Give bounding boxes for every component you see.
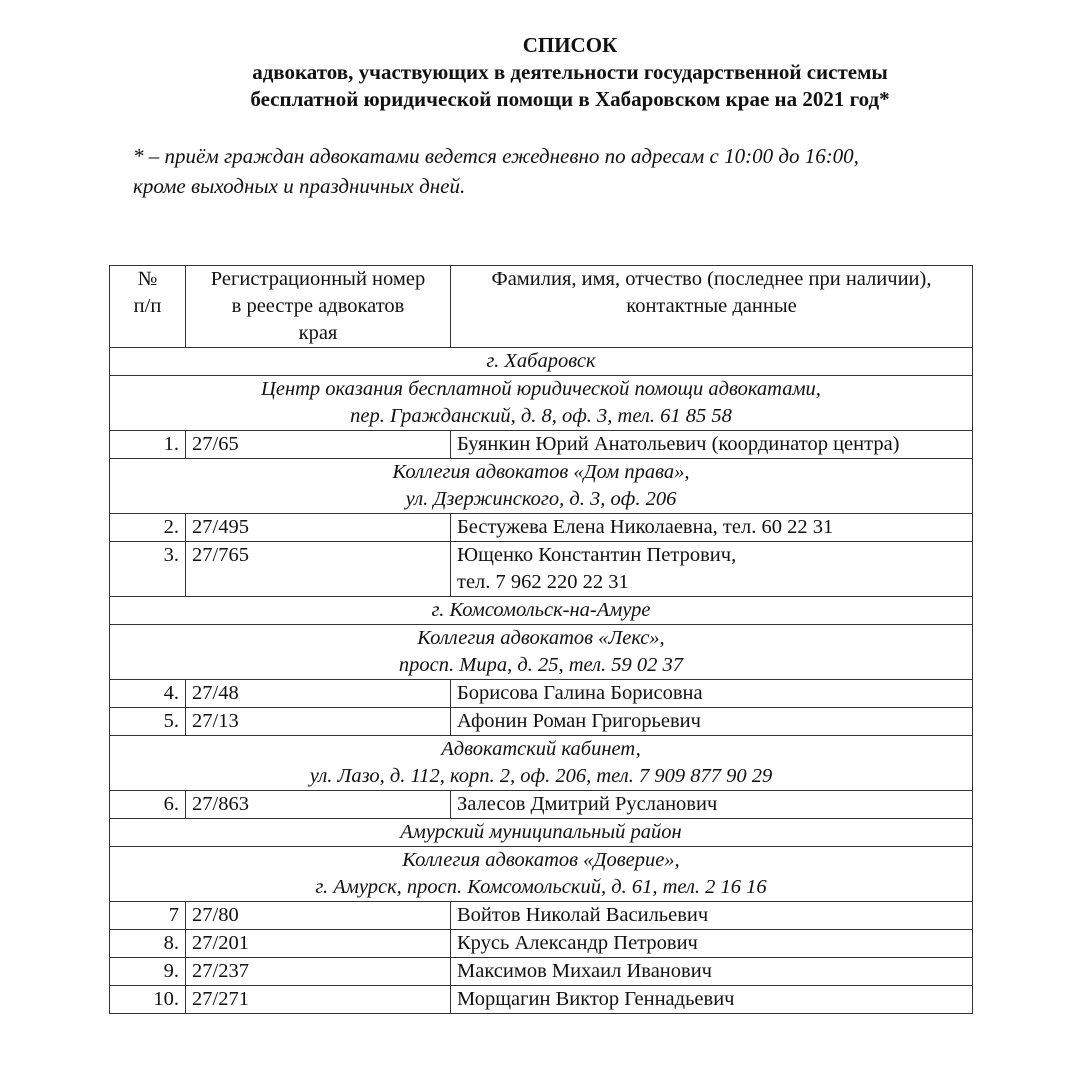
city-name: Амурский муниципальный район bbox=[110, 819, 973, 847]
table-row bbox=[110, 930, 973, 958]
registration-number: 27/495 bbox=[186, 514, 451, 542]
row-number: 7 bbox=[110, 902, 186, 930]
table-row bbox=[110, 791, 973, 819]
table-row bbox=[110, 986, 973, 1014]
row-number: 3. bbox=[110, 542, 186, 597]
row-number: 1. bbox=[110, 431, 186, 459]
registration-number: 27/765 bbox=[186, 542, 451, 597]
row-number: 9. bbox=[110, 958, 186, 986]
row-number: 10. bbox=[110, 986, 186, 1014]
lawyer-name bbox=[451, 791, 973, 819]
lawyer-name-line1: Залесов Дмитрий Русланович bbox=[457, 793, 718, 815]
city-name: г. Хабаровск bbox=[110, 348, 973, 376]
lawyer-name-line1: Максимов Михаил Иванович bbox=[457, 960, 712, 982]
organization-info bbox=[110, 459, 973, 514]
table-row bbox=[110, 680, 973, 708]
lawyer-name-line1: Войтов Николай Васильевич bbox=[457, 904, 709, 926]
lawyer-name bbox=[451, 902, 973, 930]
table-row bbox=[110, 542, 973, 597]
header-full-name-line1: Фамилия, имя, отчество (последнее при наличии), bbox=[491, 268, 932, 290]
table-row bbox=[110, 514, 973, 542]
registration-number: 27/271 bbox=[186, 986, 451, 1014]
organization-row bbox=[110, 625, 973, 680]
row-number: 2. bbox=[110, 514, 186, 542]
row-number: 8. bbox=[110, 930, 186, 958]
lawyer-name-line1: Буянкин Юрий Анатольевич (координатор центра) bbox=[457, 433, 900, 455]
organization-row bbox=[110, 459, 973, 514]
organization-address: ул. Дзержинского, д. 3, оф. 206 bbox=[405, 488, 677, 510]
organization-address: просп. Мира, д. 25, тел. 59 02 37 bbox=[398, 654, 684, 676]
lawyer-name-line1: Крусь Александр Петрович bbox=[457, 932, 698, 954]
header-registration-line3: края bbox=[298, 322, 338, 344]
city-row bbox=[110, 819, 973, 847]
organization-address: ул. Лазо, д. 112, корп. 2, оф. 206, тел. 7 909 877 90 29 bbox=[309, 765, 773, 787]
table-row bbox=[110, 708, 973, 736]
organization-info bbox=[110, 376, 973, 431]
lawyer-name bbox=[451, 958, 973, 986]
city-row bbox=[110, 348, 973, 376]
table-row bbox=[110, 958, 973, 986]
table-row bbox=[110, 431, 973, 459]
lawyer-phone: тел. 7 962 220 22 31 bbox=[457, 571, 629, 593]
lawyer-name-line1: Морщагин Виктор Геннадьевич bbox=[457, 988, 735, 1010]
organization-name: Коллегия адвокатов «Дом права», bbox=[392, 461, 690, 483]
header-registration-line2: в реестре адвокатов bbox=[231, 295, 405, 317]
lawyer-name bbox=[451, 708, 973, 736]
organization-info bbox=[110, 736, 973, 791]
lawyer-name-line1: Борисова Галина Борисовна bbox=[457, 682, 703, 704]
table-row bbox=[110, 902, 973, 930]
organization-info bbox=[110, 625, 973, 680]
lawyer-name bbox=[451, 930, 973, 958]
row-number: 5. bbox=[110, 708, 186, 736]
registration-number: 27/13 bbox=[186, 708, 451, 736]
document-subtitle-line2: бесплатной юридической помощи в Хабаровском крае на 2021 год* bbox=[250, 87, 890, 111]
lawyer-name-line1: Ющенко Константин Петрович, bbox=[457, 544, 737, 566]
organization-address: г. Амурск, просп. Комсомольский, д. 61, тел. 2 16 16 bbox=[315, 876, 767, 898]
organization-row bbox=[110, 376, 973, 431]
header-full-name bbox=[451, 266, 973, 348]
lawyer-name bbox=[451, 514, 973, 542]
document-subtitle-line1: адвокатов, участвующих в деятельности государственной системы bbox=[252, 60, 888, 84]
header-number bbox=[110, 266, 186, 348]
city-row bbox=[110, 597, 973, 625]
lawyer-name bbox=[451, 542, 973, 597]
row-number: 6. bbox=[110, 791, 186, 819]
organization-name: Коллегия адвокатов «Доверие», bbox=[402, 849, 680, 871]
registration-number: 27/48 bbox=[186, 680, 451, 708]
organization-address: пер. Гражданский, д. 8, оф. 3, тел. 61 85 58 bbox=[350, 405, 732, 427]
header-number-line1: № bbox=[137, 268, 158, 290]
registration-number: 27/237 bbox=[186, 958, 451, 986]
note-line2: кроме выходных и праздничных дней. bbox=[133, 174, 466, 198]
header-registration-line1: Регистрационный номер bbox=[210, 268, 426, 290]
organization-info bbox=[110, 847, 973, 902]
reception-hours-note bbox=[133, 141, 1033, 201]
note-line1: * – приём граждан адвокатами ведется ежедневно по адресам с 10:00 до 16:00, bbox=[133, 144, 859, 168]
document-title-block bbox=[110, 32, 1030, 113]
organization-name: Центр оказания бесплатной юридической помощи адвокатами, bbox=[261, 378, 821, 400]
document-title: СПИСОК bbox=[522, 33, 618, 57]
lawyers-table bbox=[109, 265, 973, 1014]
row-number: 4. bbox=[110, 680, 186, 708]
organization-row bbox=[110, 847, 973, 902]
lawyer-name bbox=[451, 986, 973, 1014]
table-header-row bbox=[110, 266, 973, 348]
header-registration bbox=[186, 266, 451, 348]
city-name: г. Комсомольск-на-Амуре bbox=[110, 597, 973, 625]
registration-number: 27/80 bbox=[186, 902, 451, 930]
registration-number: 27/201 bbox=[186, 930, 451, 958]
lawyer-name-line1: Афонин Роман Григорьевич bbox=[457, 710, 701, 732]
header-number-line2: п/п bbox=[133, 295, 162, 317]
organization-row bbox=[110, 736, 973, 791]
lawyer-name bbox=[451, 431, 973, 459]
organization-name: Коллегия адвокатов «Лекс», bbox=[417, 627, 665, 649]
lawyer-name-line1: Бестужева Елена Николаевна, тел. 60 22 31 bbox=[457, 516, 834, 538]
registration-number: 27/65 bbox=[186, 431, 451, 459]
registration-number: 27/863 bbox=[186, 791, 451, 819]
lawyer-name bbox=[451, 680, 973, 708]
organization-name: Адвокатский кабинет, bbox=[441, 738, 641, 760]
header-full-name-line2: контактные данные bbox=[626, 295, 797, 317]
